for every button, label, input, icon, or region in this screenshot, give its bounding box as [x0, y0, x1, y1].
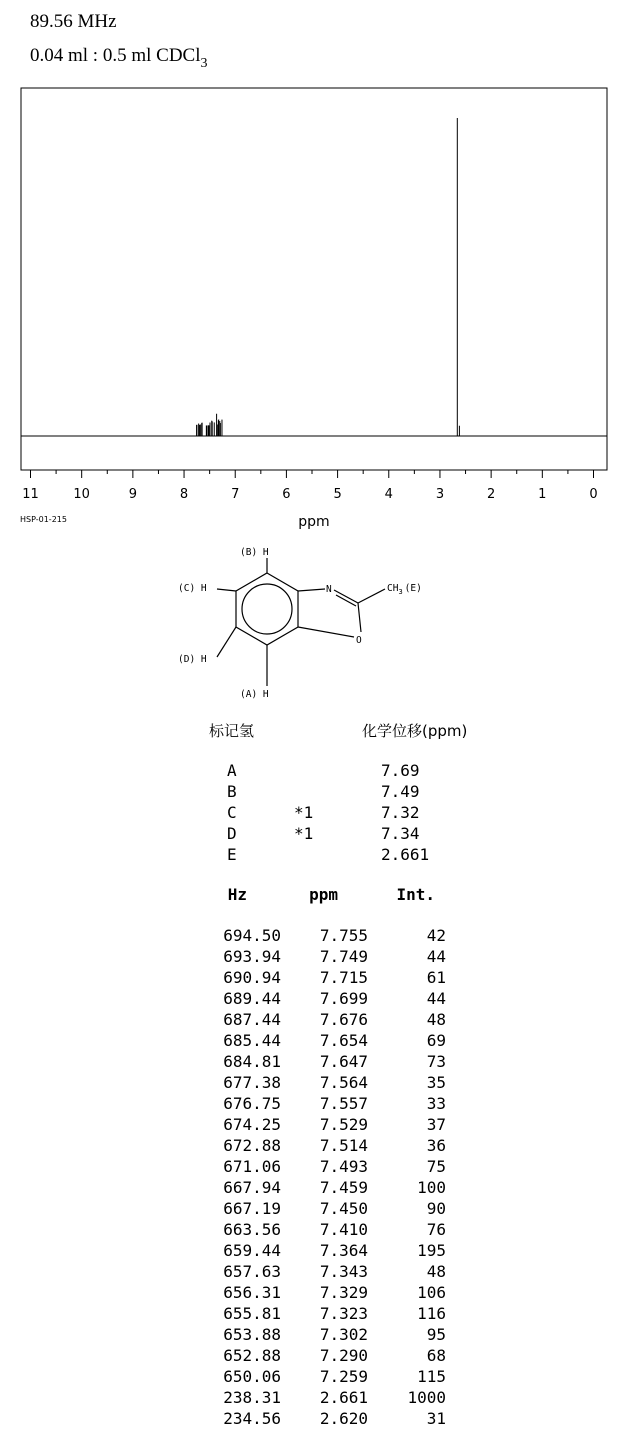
- peak-int: 35: [426, 1073, 446, 1092]
- peak-ppm: 7.259: [319, 1367, 368, 1386]
- peak-int: 37: [426, 1115, 446, 1134]
- peak-row: [0, 947, 626, 968]
- peak-row: [0, 1157, 626, 1178]
- peak-hz: 676.75: [223, 1094, 281, 1113]
- assignment-shift: 7.32: [381, 803, 420, 822]
- label-b: (B) H: [240, 547, 269, 558]
- assignment-shift: 7.49: [381, 782, 420, 801]
- bond-c2-o: [358, 603, 361, 632]
- peak-ppm: 7.749: [319, 947, 368, 966]
- bond-hd: [217, 627, 236, 657]
- x-tick-label: 6: [282, 487, 291, 502]
- peak-int: 195: [417, 1241, 446, 1260]
- assignment-label: B: [227, 782, 237, 801]
- peak-ppm: 7.364: [319, 1241, 368, 1260]
- peak-hz: 667.94: [223, 1178, 281, 1197]
- assignment-label: D: [227, 824, 237, 843]
- x-tick-label: 0: [589, 487, 598, 502]
- assignment-header-shift: 化学位移(ppm): [362, 722, 468, 740]
- peak-ppm: 2.620: [319, 1409, 368, 1428]
- peak-ppm: 7.302: [319, 1325, 368, 1344]
- spectrum-code: HSP-01-215: [20, 515, 67, 524]
- peak-row: [0, 1367, 626, 1388]
- peak-hz: 650.06: [223, 1367, 281, 1386]
- peak-hz: 693.94: [223, 947, 281, 966]
- peak-int: 36: [426, 1136, 446, 1155]
- peak-ppm: 7.343: [319, 1262, 368, 1281]
- x-tick-label: 11: [22, 487, 39, 502]
- peak-row: [0, 1241, 626, 1262]
- methyl-tag: (E): [404, 583, 422, 594]
- peak-hz: 657.63: [223, 1262, 281, 1281]
- assignment-row: [0, 782, 626, 803]
- benzoxazole-structure: [0, 0, 626, 710]
- label-n: N: [326, 584, 332, 595]
- assignment-label: E: [227, 845, 237, 864]
- methyl-subscript: 3: [398, 588, 403, 596]
- peak-row: [0, 1262, 626, 1283]
- peak-hz: 234.56: [223, 1409, 281, 1428]
- peak-ppm: 7.493: [319, 1157, 368, 1176]
- peak-row: [0, 1346, 626, 1367]
- assignment-row: [0, 761, 626, 782]
- solvent-subscript: 3: [200, 56, 208, 71]
- peak-ppm: 7.329: [319, 1283, 368, 1302]
- assignment-label: A: [227, 761, 237, 780]
- assignment-header-label: 标记氢: [209, 722, 255, 740]
- peak-row: [0, 1136, 626, 1157]
- assignment-note: *1: [294, 824, 314, 843]
- peak-int: 75: [426, 1157, 446, 1176]
- peak-int: 76: [426, 1220, 446, 1239]
- peak-row: [0, 1304, 626, 1325]
- label-o: O: [356, 635, 362, 646]
- peak-row: [0, 1178, 626, 1199]
- peak-row: [0, 1325, 626, 1346]
- peak-hz: 238.31: [223, 1388, 281, 1407]
- peak-row: [0, 1199, 626, 1220]
- methyl-ch: CH: [387, 583, 399, 594]
- peak-ppm: 7.459: [319, 1178, 368, 1197]
- peak-row: [0, 1010, 626, 1031]
- peak-hz: 667.19: [223, 1199, 281, 1218]
- peak-row: [0, 989, 626, 1010]
- x-tick-label: 8: [179, 487, 189, 502]
- peak-int: 115: [417, 1367, 446, 1386]
- peak-hz: 672.88: [223, 1136, 281, 1155]
- peak-header-hz: Hz: [227, 885, 247, 904]
- assignment-row: [0, 803, 626, 824]
- bond-hc: [217, 589, 236, 591]
- peak-row: [0, 1220, 626, 1241]
- peak-hz: 663.56: [223, 1220, 281, 1239]
- bond-c-o: [298, 627, 354, 637]
- assignment-row: [0, 845, 626, 866]
- peak-hz: 674.25: [223, 1115, 281, 1134]
- bond-c-n: [298, 589, 325, 591]
- peak-header-int: Int.: [396, 885, 435, 904]
- aromatic-circle: [242, 584, 292, 634]
- peak-hz: 659.44: [223, 1241, 281, 1260]
- peak-hz: 689.44: [223, 989, 281, 1008]
- peak-ppm: 7.676: [319, 1010, 368, 1029]
- peak-int: 73: [426, 1052, 446, 1071]
- label-a: (A) H: [240, 689, 269, 700]
- peak-ppm: 7.290: [319, 1346, 368, 1365]
- x-tick-label: 2: [486, 487, 496, 502]
- x-tick-label: 4: [384, 487, 393, 502]
- peak-ppm: 7.410: [319, 1220, 368, 1239]
- peak-int: 95: [426, 1325, 446, 1344]
- peak-int: 69: [426, 1031, 446, 1050]
- peak-int: 44: [426, 947, 446, 966]
- x-tick-label: 7: [231, 487, 240, 502]
- peak-row: [0, 926, 626, 947]
- peak-int: 90: [426, 1199, 446, 1218]
- peak-hz: 690.94: [223, 968, 281, 987]
- peak-hz: 694.50: [223, 926, 281, 945]
- bond-c2-ch3: [358, 589, 385, 603]
- peak-int: 48: [426, 1262, 446, 1281]
- peak-row: [0, 968, 626, 989]
- peak-row: [0, 1052, 626, 1073]
- peak-ppm: 7.564: [319, 1073, 368, 1092]
- label-methyl: [387, 583, 422, 596]
- peak-ppm: 7.654: [319, 1031, 368, 1050]
- peak-row: [0, 1388, 626, 1409]
- peak-row: [0, 1094, 626, 1115]
- label-d: (D) H: [178, 654, 207, 665]
- peak-hz: 652.88: [223, 1346, 281, 1365]
- x-axis-label: ppm: [298, 514, 330, 530]
- peak-int: 44: [426, 989, 446, 1008]
- peak-ppm: 7.514: [319, 1136, 368, 1155]
- peak-row: [0, 1031, 626, 1052]
- assignment-note: *1: [294, 803, 314, 822]
- solvent-main: 0.04 ml : 0.5 ml CDCl: [30, 45, 201, 66]
- peak-row: [0, 1115, 626, 1136]
- peak-int: 33: [426, 1094, 446, 1113]
- peak-int: 61: [426, 968, 446, 987]
- structure-bonds: [217, 558, 385, 686]
- peak-int: 68: [426, 1346, 446, 1365]
- peak-hz: 684.81: [223, 1052, 281, 1071]
- peak-row: [0, 1409, 626, 1430]
- x-tick-label: 9: [128, 487, 138, 502]
- peak-int: 48: [426, 1010, 446, 1029]
- peak-ppm: 2.661: [319, 1388, 368, 1407]
- x-tick-label: 10: [73, 487, 90, 502]
- peak-int: 42: [426, 926, 446, 945]
- frequency-label: 89.56 MHz: [30, 11, 117, 32]
- peak-hz: 687.44: [223, 1010, 281, 1029]
- peak-row: [0, 1073, 626, 1094]
- peak-int: 100: [417, 1178, 446, 1197]
- peak-ppm: 7.529: [319, 1115, 368, 1134]
- peak-ppm: 7.715: [319, 968, 368, 987]
- peak-ppm: 7.755: [319, 926, 368, 945]
- x-tick-label: 3: [435, 487, 445, 502]
- peak-int: 1000: [407, 1388, 446, 1407]
- assignment-label: C: [227, 803, 237, 822]
- peak-row: [0, 1283, 626, 1304]
- assignment-row: [0, 824, 626, 845]
- x-tick-label: 5: [333, 487, 342, 502]
- x-tick-label: 1: [538, 487, 547, 502]
- peak-int: 116: [417, 1304, 446, 1323]
- peak-hz: 655.81: [223, 1304, 281, 1323]
- peak-ppm: 7.323: [319, 1304, 368, 1323]
- assignment-shift: 7.69: [381, 761, 420, 780]
- label-c: (C) H: [178, 583, 207, 594]
- assignment-shift: 7.34: [381, 824, 420, 843]
- peak-ppm: 7.699: [319, 989, 368, 1008]
- peak-int: 106: [417, 1283, 446, 1302]
- peak-hz: 685.44: [223, 1031, 281, 1050]
- peak-ppm: 7.557: [319, 1094, 368, 1113]
- peak-header-ppm: ppm: [309, 885, 338, 904]
- peak-ppm: 7.647: [319, 1052, 368, 1071]
- peak-hz: 653.88: [223, 1325, 281, 1344]
- peak-int: 31: [426, 1409, 446, 1428]
- peak-ppm: 7.450: [319, 1199, 368, 1218]
- peak-hz: 677.38: [223, 1073, 281, 1092]
- peak-hz: 671.06: [223, 1157, 281, 1176]
- peak-hz: 656.31: [223, 1283, 281, 1302]
- assignment-shift: 2.661: [381, 845, 430, 864]
